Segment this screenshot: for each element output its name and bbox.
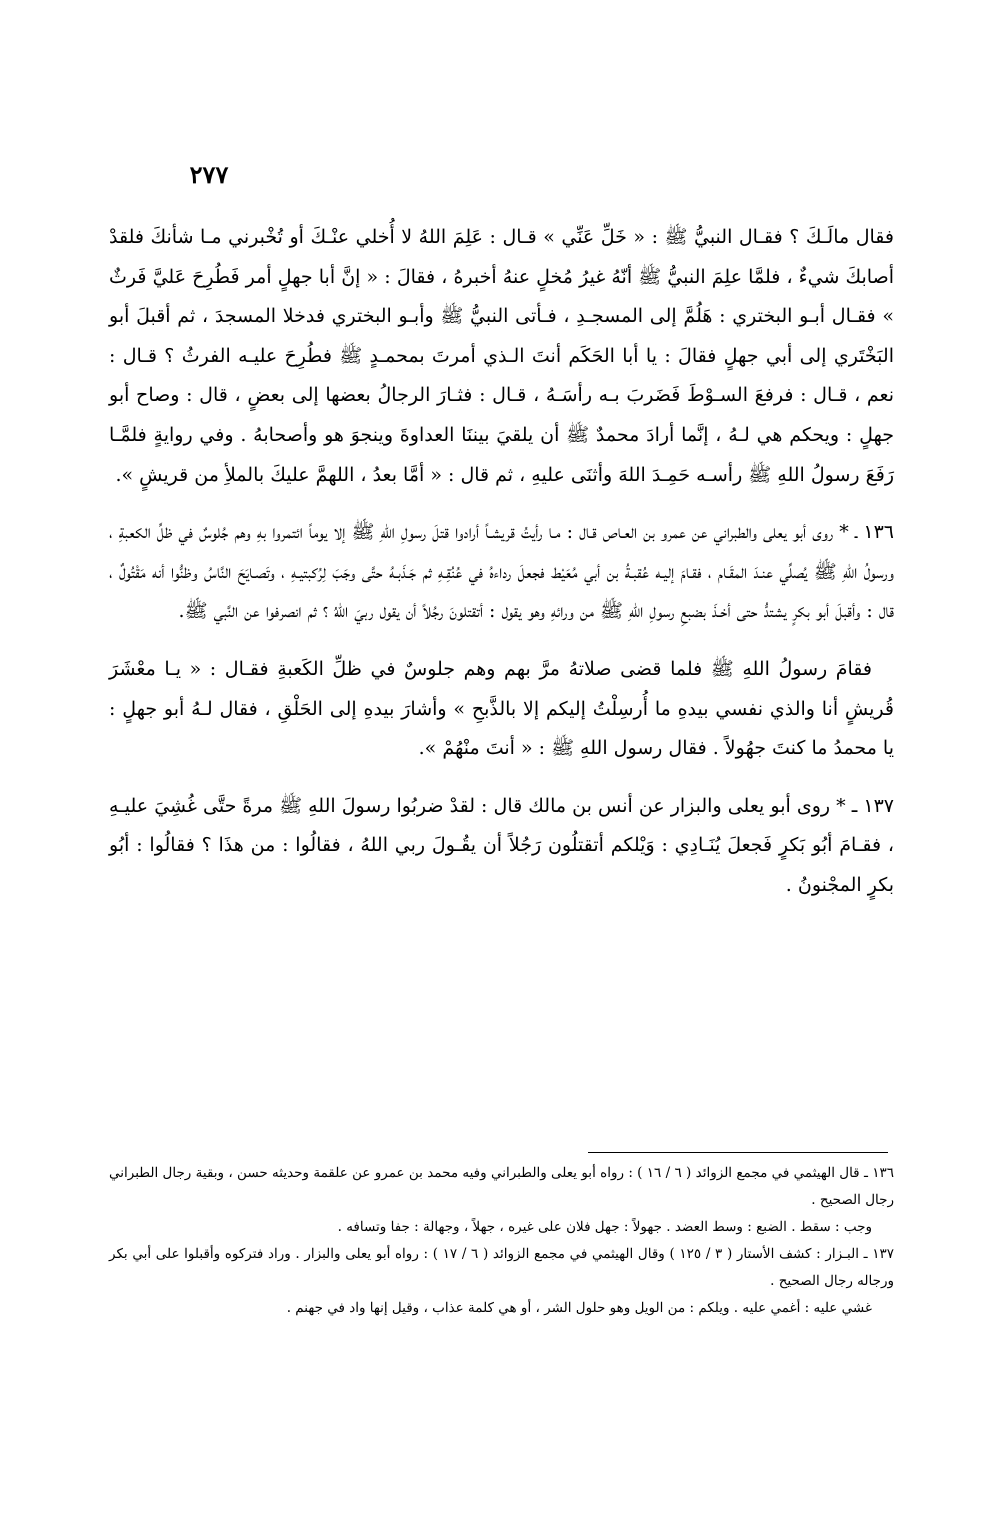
footnote-136-gloss: وجب : سقط . الضبع : وسط العضد . جهولاً : جهل فلان على غيره ، جهلاً ، وجهالة : جفا وتسافه . — [337, 1219, 872, 1235]
paragraph-hadith-136-continued: فقامَ رسولُ اللهِ ﷺ فلما قضى صلاتهُ مرَّ بهم وهم جلوسٌ في ظلِّ الكَعبةِ فقـال : « يـا معْشَرَ قُريشٍ أنا والذي نفسي بيدهِ ما أُرسِلْتُ إليكم إلا بالذَّبحِ » وأشارَ بيدهِ إلى الحَلْقِ ، فقال لـهُ أبو جهلٍ : يا محمدُ ما كنتَ جهُولاً . فقال رسول اللهِ ﷺ : « أنتَ منْهُمْ ». — [109, 657, 894, 760]
main-text — [109, 218, 894, 906]
footnotes — [109, 1160, 894, 1322]
footnote-137-gloss: غشي عليه : أغمي عليه . ويلكم : من الويل وهو حلول الشر ، أو هي كلمة عذاب ، وقيل إنها واد في جهنم . — [286, 1300, 872, 1316]
footnote-137: ١٣٧ ـ البـزار : كشف الأستار ( ٣ / ١٢٥ ) وقال الهيثمي في مجمع الزوائد ( ٦ / ١٧ ) : رواه أبو يعلى والبزار . وراد فتركوه وأقبلوا على أبي بكر ورجاله رجال الصحيح . — [109, 1246, 894, 1289]
page-number: ٢٧٧ — [189, 160, 229, 189]
paragraph-gap — [109, 769, 894, 787]
paragraph-hadith-136: ١٣٦ ـ * روى أبو يعلى والطبراني عن عمرو بن العـاص قـال : مـا رأيتُ قريشـاً أرادوا قتلَ رسولِ اللهِ ﷺ إلا يوماً ائتمروا بهِ وهم جُلوسٌ في ظلِّ الكعبةِ ، ورسولُ اللهِ ﷺ يُصلِّي عنـدَ المقَـام ، فقـامَ إليـه عُقبـةُ بن أبي مُعَيْط فجعلَ رداءهُ في عُنُقِـهِ ثم جَـذَبـهُ حتَّى وجَبَ لِرُكبتيـهِ ، وتَصـايَحَ النَّاسُ وظنُّوا أنه مَقْتُولٌ ، قال : وأقبلَ أبو بكرٍ يشتدُّ حتى أخـذَ بضبعِ رسولِ اللهِ ﷺ من ورائهِ وهو يقول : أتقتلونَ رجُلاً أن يقول ربيَ اللهُ ؟ ثم انصرفوا عن النَّبي ﷺ. — [109, 521, 894, 623]
paragraph-gap — [109, 632, 894, 650]
paragraph-gap — [109, 495, 894, 513]
footnote-136: ١٣٦ ـ قال الهيثمي في مجمع الزوائد ( ٦ / ١٦ ) : رواه أبو يعلى والطبراني وفيه محمد بن عمرو عن علقمة وحديثه حسن ، وبقية رجال الطبراني رجال الصحيح . — [109, 1165, 894, 1208]
paragraph-narration-continued: فقال مالَـكَ ؟ فقـال النبيُّ ﷺ : « خَلِّ عَنِّي » قـال : عَلِمَ اللهُ لا أُخلي عنْـكَ أو تُخْبرني مـا شأنكَ فلقدْ أصابكَ شيءٌ ، فلمَّا علِمَ النبيُّ ﷺ أنّهُ غيرُ مُخلٍ عنهُ أخبرهُ ، فقالَ : « إنَّ أبا جهلٍ أمر فَطُرِحَ عَليَّ فَرثٌ » فقـال أبـو البختري : هَلُمَّ إلى المسجـدِ ، فـأتى النبيُّ ﷺ وأبـو البختري فدخلا المسجدَ ، ثم أقبلَ أبو البَخْتَري إلى أبي جهلٍ فقالَ : يا أبا الحَكَم أنتَ الـذي أمرتَ بمحمـدٍ ﷺ فطُرِحَ عليـه الفرثُ ؟ قـال : نعم ، قـال : فرفعَ السـوْطَ فَضَربَ بـه رأسَـهُ ، قـال : فثـارَ الرجالُ بعضها إلى بعضٍ ، قال : وصاح أبو جهلٍ : ويحكم هي لـهُ ، إنَّما أرادَ محمدٌ ﷺ أن يلقيَ بيننَا العداوةَ وينجوَ هو وأصحابهُ . وفي روايةٍ فلمَّـا رَفَعَ رسولُ اللهِ ﷺ رأسـه حَمِـدَ اللهَ وأثنَى عليهِ ، ثم قال : « أمَّا بعدُ ، اللهمَّ عليكَ بالملأِ من قريشٍ ». — [109, 226, 894, 486]
paragraph-hadith-137: ١٣٧ ـ * روى أبو يعلى والبزار عن أنس بن مالك قال : لقدْ ضربُوا رسولَ اللهِ ﷺ مرةً حتَّى غُشِيَ عليـهِ ، فقـامَ أبُو بَكرٍ فَجعلَ يُنَـادِي : وَيْلكم أتقتلُون رَجُلاً أن يقُـولَ ربي اللهُ ، فقالُوا : من هذَا ؟ فقالُوا : أبُو بكرٍ المجْنونُ . — [109, 794, 894, 896]
footnote-separator — [588, 1152, 888, 1153]
